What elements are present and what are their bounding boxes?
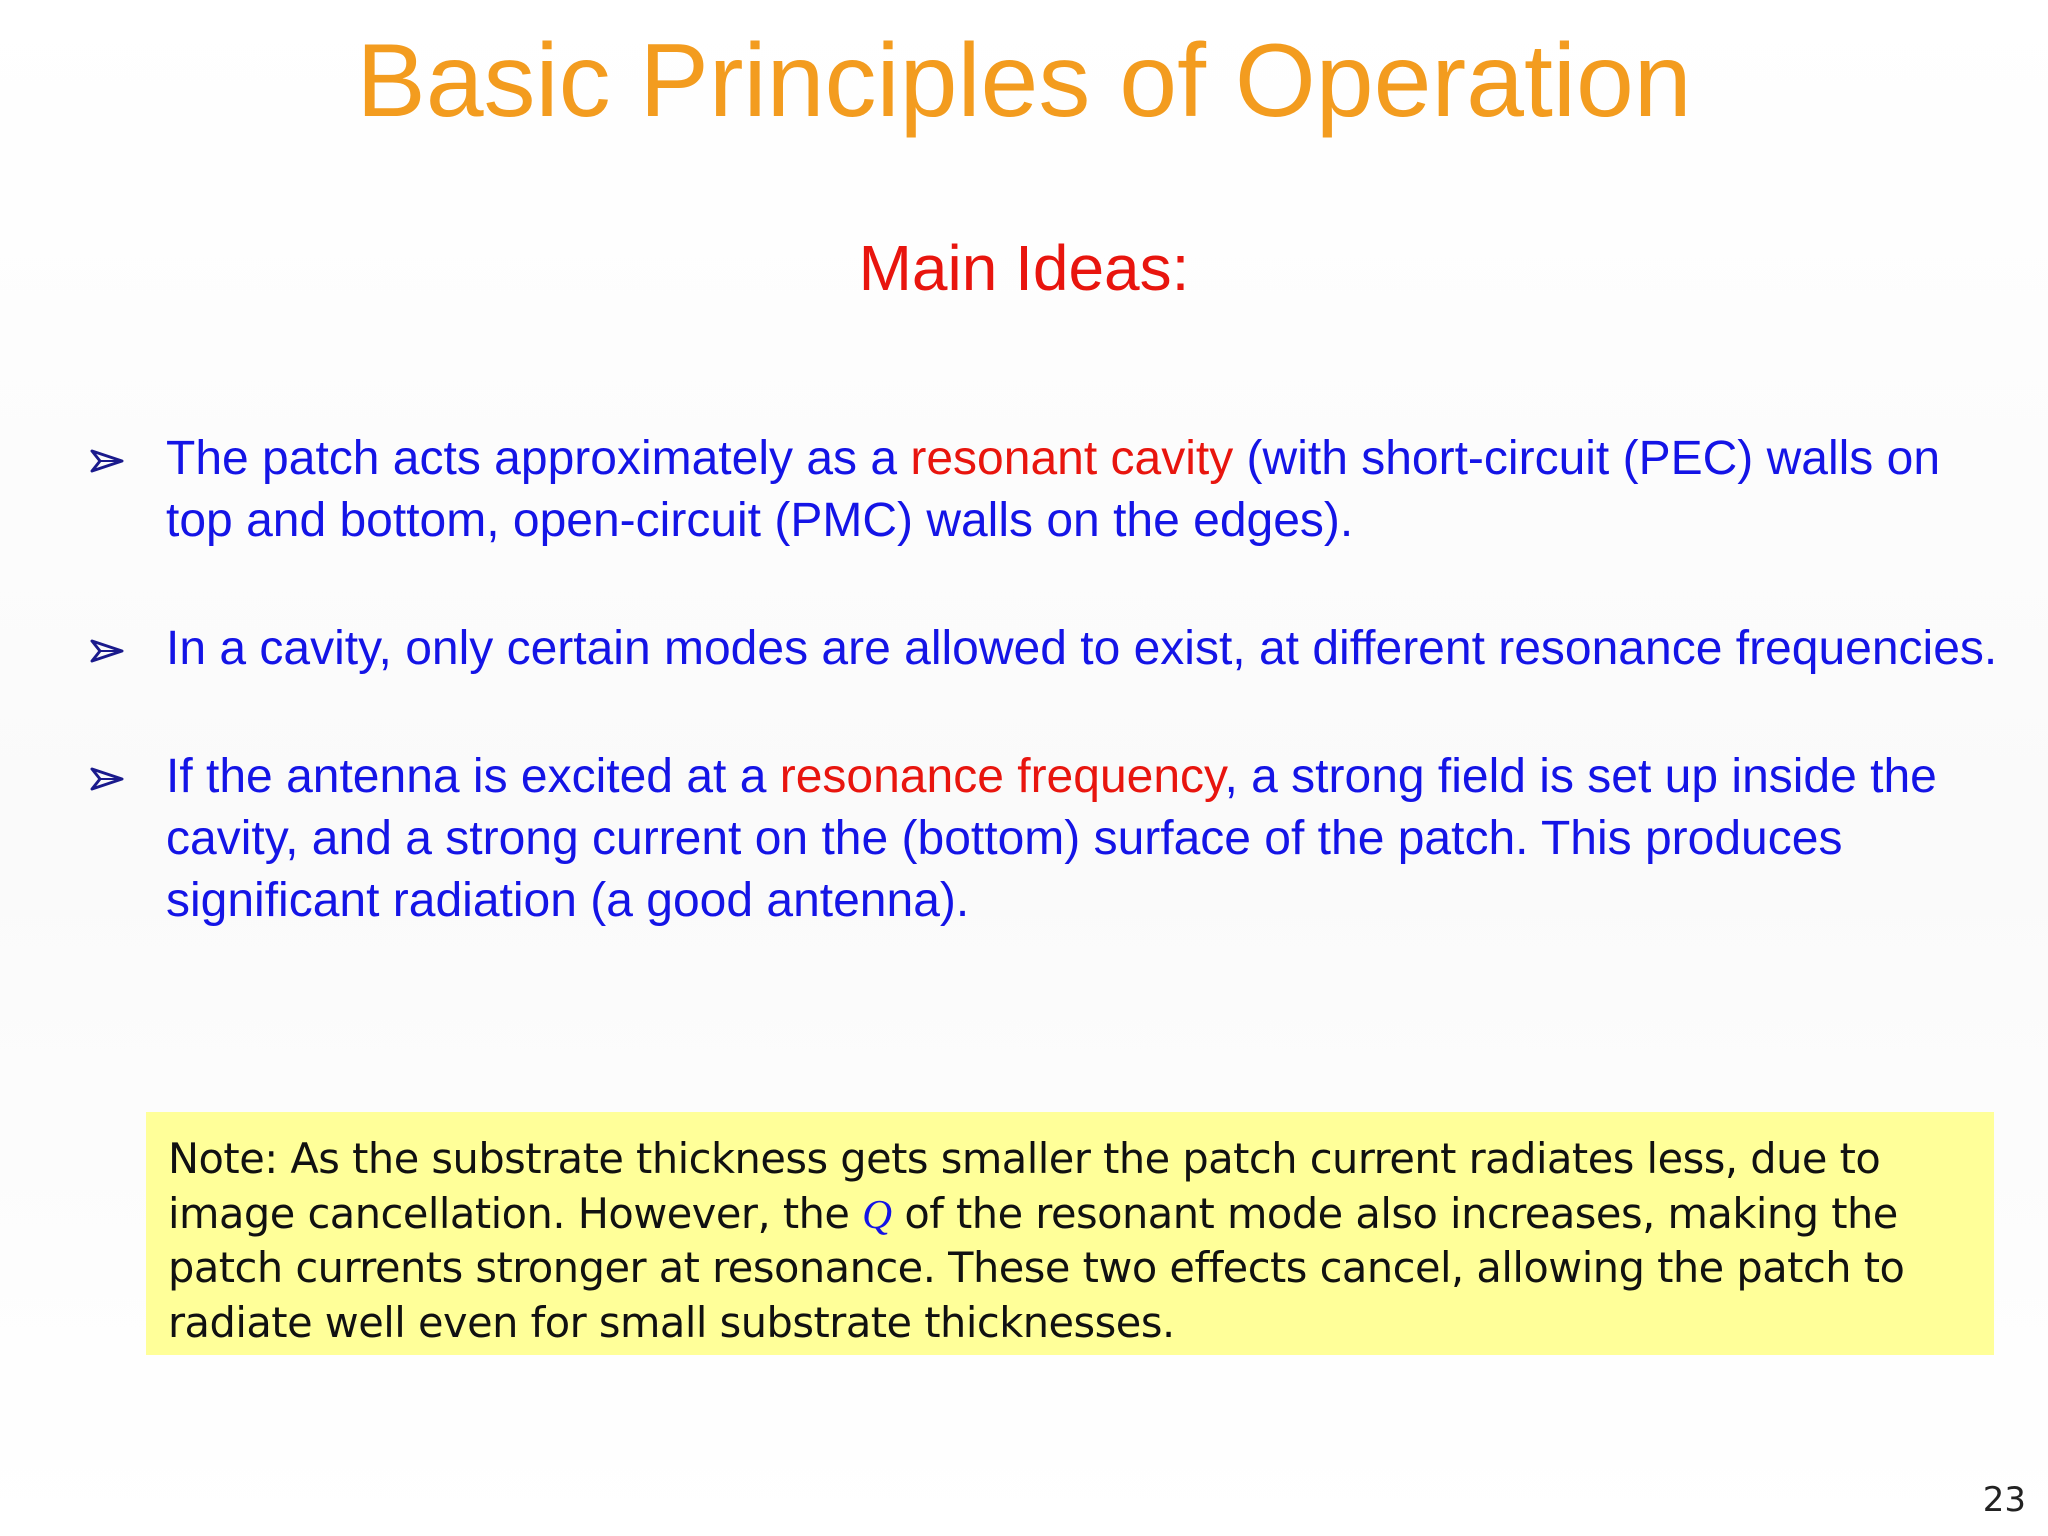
note-box: Note: As the substrate thickness gets smaller the patch current radiates less, due to image cancellation. However, the Q of the resonant mode also increases, making the patch currents stronger at resonance. These two effects cancel, allowing the patch to radiate well even for small substrate thicknesses. <box>146 1112 1994 1355</box>
arrow-bullet-icon <box>90 766 124 792</box>
bullet-text: In a cavity, only certain modes are allowed to exist, at different resonance frequencies. <box>166 622 1998 675</box>
page-number: 23 <box>1982 1480 2026 1520</box>
bullet-item-resonance-frequency <box>0 746 2048 932</box>
bullet-text: The patch acts approximately as a resonant cavity (with short-circuit (PEC) walls on top and bottom, open-circuit (PMC) walls on the edges). <box>166 432 1941 547</box>
bullet-item-cavity-modes <box>0 618 2048 680</box>
arrow-bullet-icon <box>90 638 124 664</box>
bullet-list <box>0 428 2048 932</box>
q-symbol: Q <box>862 1190 892 1237</box>
slide-subtitle: Main Ideas: <box>858 232 1190 304</box>
highlight-resonant-cavity: resonant cavity <box>910 432 1234 485</box>
highlight-resonance-frequency: resonance frequency <box>779 750 1225 803</box>
arrow-bullet-icon <box>90 448 124 474</box>
slide-title: Basic Principles of Operation <box>356 23 1692 139</box>
bullet-item-resonant-cavity <box>0 428 2048 552</box>
bullet-text: If the antenna is excited at a resonance frequency, a strong field is set up inside the cavity, and a strong current on the (bottom) surface of the patch. This produces significant radiation (a good antenna). <box>166 750 1937 927</box>
